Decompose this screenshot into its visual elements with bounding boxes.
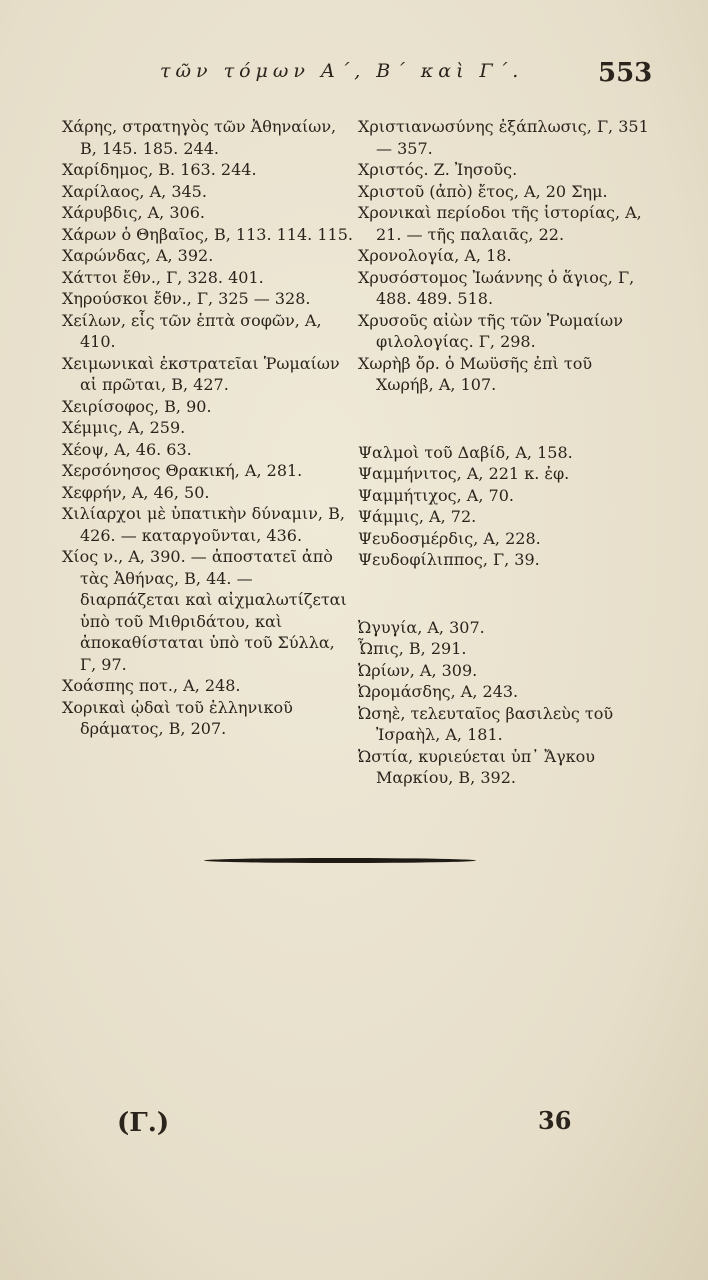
- index-entry: Ψευδοφίλιππος, Γ, 39.: [358, 550, 540, 569]
- index-entry: Χριστοῦ (ἀπὸ) ἔτος, Α, 20 Σημ.: [358, 181, 608, 201]
- index-entry: Χρονολογία, Α, 18.: [358, 246, 512, 265]
- index-entry: Χρυσόστομος Ἰωάννης ὁ ἅγιος, Γ, 488. 489. 518.: [358, 267, 635, 308]
- index-entry: Ψευδοσμέρδις, Α, 228.: [358, 528, 541, 548]
- index-entry: Χερσόνησος Θρακική, Α, 281.: [62, 461, 303, 480]
- index-entry: Χηρούσκοι ἔθν., Γ, 325 — 328.: [62, 289, 311, 308]
- index-entry: Χέοψ, Α, 46. 63.: [62, 439, 192, 459]
- page-number: 553: [598, 58, 653, 88]
- index-group-omega: [358, 617, 652, 789]
- index-entry: Ὠρομάσδης, Α, 243.: [358, 682, 519, 701]
- sheet-number: 36: [538, 1106, 572, 1135]
- index-entry: Ψάμμις, Α, 72.: [358, 507, 477, 526]
- end-rule-divider: [204, 858, 476, 863]
- index-entry: Χείλων, εἷς τῶν ἑπτὰ σοφῶν, Α, 410.: [62, 310, 322, 351]
- index-entry: Χεφρήν, Α, 46, 50.: [62, 482, 210, 502]
- index-entry: Χριστός. Ζ. Ἰησοῦς.: [358, 160, 518, 179]
- index-entry: Ὠσηὲ, τελευταῖος βασιλεὺς τοῦ Ἰσραὴλ, Α, 181.: [358, 703, 614, 744]
- index-entry: Χειρίσοφος, Β, 90.: [62, 396, 212, 416]
- index-group-chi: [358, 116, 652, 396]
- index-entry: Χέμμις, Α, 259.: [62, 418, 186, 437]
- index-entry: Χάρης, στρατηγὸς τῶν Ἀθηναίων, Β, 145. 185. 244.: [62, 117, 337, 158]
- index-entry: Χάρυβδις, Α, 306.: [62, 203, 205, 222]
- index-entry: Ψαμμήνιτος, Α, 221 κ. ἐφ.: [358, 464, 570, 483]
- index-entry: Ὦπις, Β, 291.: [358, 639, 467, 658]
- index-column-right: [358, 116, 652, 835]
- index-entry: Χειμωνικαὶ ἐκστρατεῖαι Ῥωμαίων αἱ πρῶται, Β, 427.: [62, 353, 340, 394]
- printer-signature: (Γ.): [117, 1108, 170, 1138]
- running-head: τῶν τόμων Α΄, Β΄ καὶ Γ΄.: [160, 60, 524, 82]
- index-entry: Χριστιανωσύνης ἐξάπλωσις, Γ, 351 — 357.: [358, 117, 649, 158]
- index-entry: Χρυσοῦς αἰὼν τῆς τῶν Ῥωμαίων φιλολογίας. Γ, 298.: [358, 310, 623, 351]
- index-entry: Χαρίλαος, Α, 345.: [62, 181, 207, 201]
- index-entry: Ὠστία, κυριεύεται ὑπ᾽ Ἄγκου Μαρκίου, Β, 392.: [358, 746, 596, 787]
- index-entry: Ψαλμοὶ τοῦ Δαβίδ, Α, 158.: [358, 442, 573, 462]
- index-entry: Χάρων ὁ Θηβαῖος, Β, 113. 114. 115.: [62, 224, 353, 244]
- index-entry: Χιλίαρχοι μὲ ὑπατικὴν δύναμιν, Β, 426. — καταργοῦνται, 436.: [62, 504, 345, 545]
- index-entry: Ὠγυγία, Α, 307.: [358, 617, 485, 637]
- index-entry: Ψαμμήτιχος, Α, 70.: [358, 485, 514, 505]
- index-entry: Ὠρίων, Α, 309.: [358, 660, 478, 680]
- index-column-left: [62, 116, 354, 740]
- index-entry: Χρονικαὶ περίοδοι τῆς ἱστορίας, Α, 21. — τῆς παλαιᾶς, 22.: [358, 203, 642, 244]
- index-entry: Χαρίδημος, Β. 163. 244.: [62, 160, 257, 179]
- index-entry: Χοάσπης ποτ., Α, 248.: [62, 676, 241, 695]
- index-entry: Χάττοι ἔθν., Γ, 328. 401.: [62, 267, 264, 287]
- index-entry: Χίος ν., Α, 390. — ἀποστατεῖ ἀπὸ τὰς Ἀθήνας, Β, 44. — διαρπάζεται καὶ αἰχμαλωτίζεται ὑπὸ τοῦ Μιθριδάτου, καὶ ἀποκαθίσταται ὑπὸ τοῦ Σύλλα, Γ, 97.: [62, 547, 347, 674]
- index-entry: Χαρώνδας, Α, 392.: [62, 246, 214, 265]
- index-entry: Χωρὴβ ὄρ. ὁ Μωϋσῆς ἐπὶ τοῦ Χωρήβ, Α, 107.: [358, 353, 593, 394]
- index-entry: Χορικαὶ ᾠδαὶ τοῦ ἑλληνικοῦ δράματος, Β, 207.: [62, 697, 293, 738]
- index-group-psi: [358, 442, 652, 571]
